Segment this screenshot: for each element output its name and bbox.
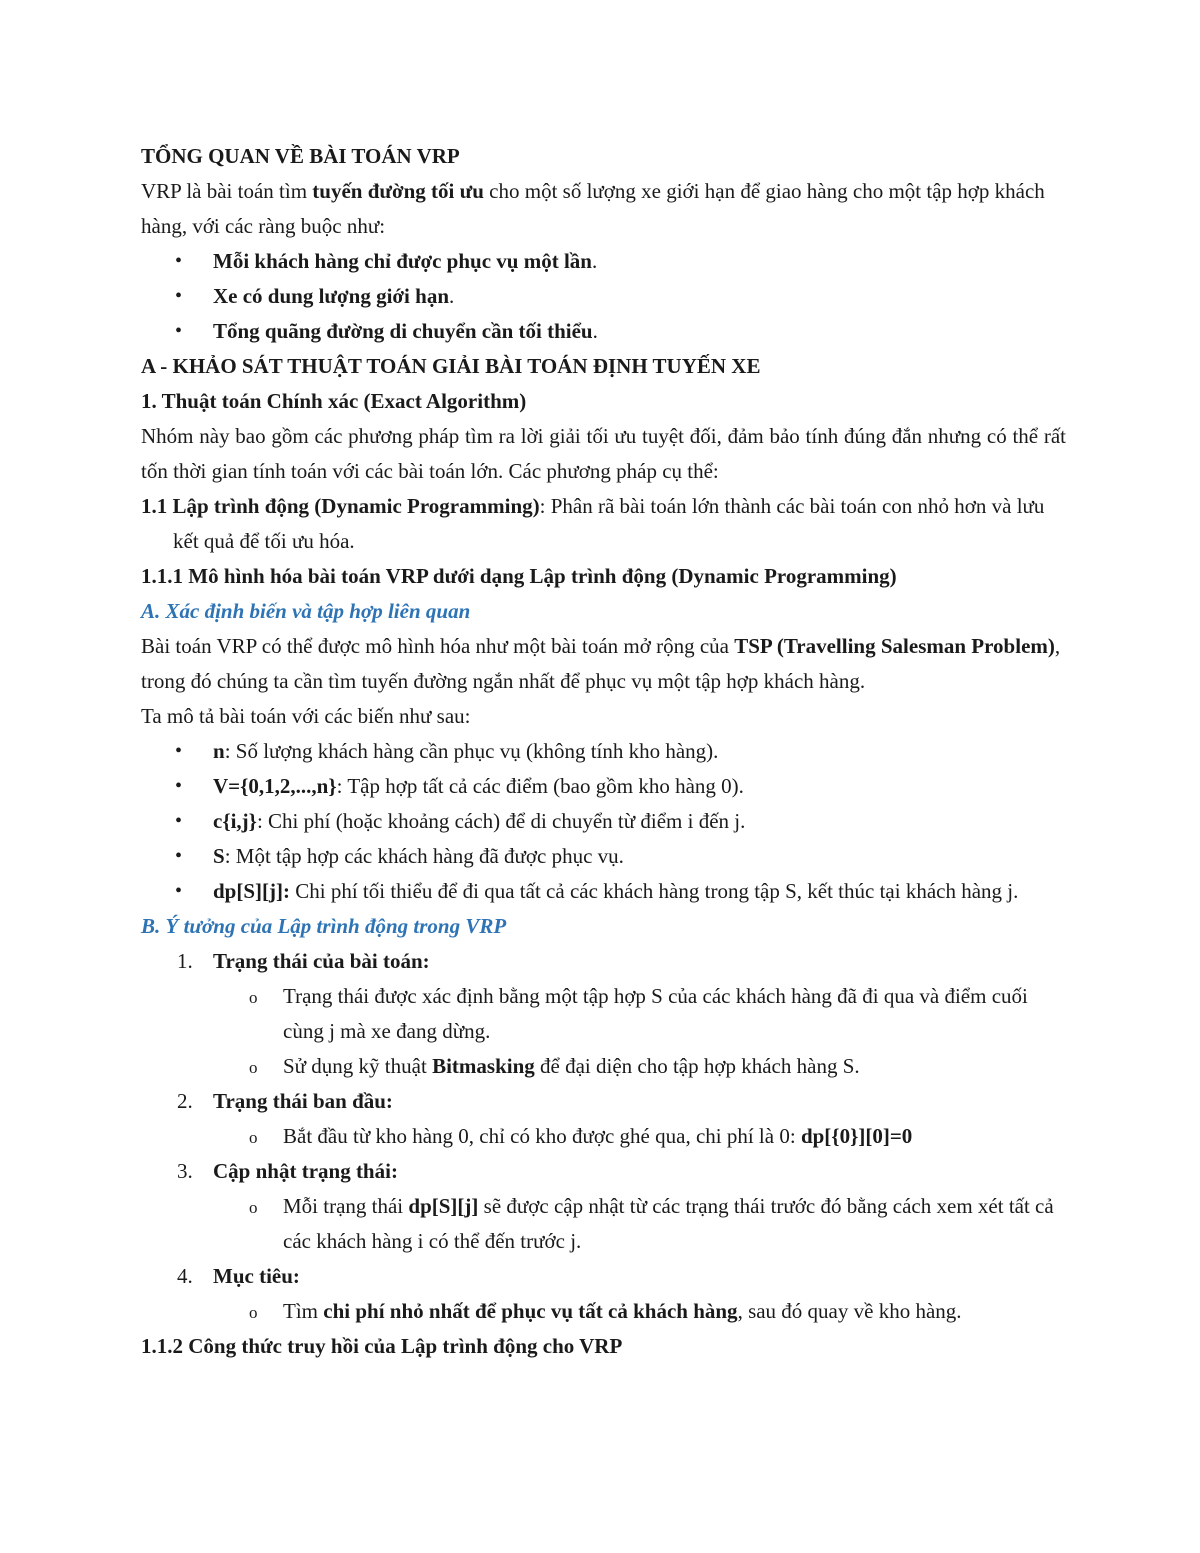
paragraph-2 — [141, 629, 1066, 699]
step-sublist — [213, 1119, 1066, 1154]
heading-1: 1. Thuật toán Chính xác (Exact Algorithm) — [141, 389, 527, 413]
list-item — [213, 874, 1066, 909]
list-item — [213, 244, 1066, 279]
constraint-rest: . — [591, 249, 598, 273]
constraint-rest: . — [592, 319, 598, 343]
sub-text: Tìm — [283, 1299, 324, 1323]
step-title: Mục tiêu: — [213, 1264, 300, 1288]
subheading-a: A. Xác định biến và tập hợp liên quan — [141, 599, 471, 623]
list-item — [283, 979, 1066, 1049]
var-bold: S — [213, 844, 225, 868]
var-rest: : Số lượng khách hàng cần phục vụ (không tính kho hàng). — [224, 739, 719, 763]
section-a-heading: A - KHẢO SÁT THUẬT TOÁN GIẢI BÀI TOÁN ĐỊNH TUYẾN XE — [141, 354, 761, 378]
sub-text: Sử dụng kỹ thuật — [283, 1054, 433, 1078]
constraint-list — [141, 244, 1066, 349]
step-number: 1. — [177, 949, 193, 973]
step-item — [177, 1154, 1066, 1259]
step-title: Trạng thái của bài toán: — [213, 949, 430, 973]
heading-1-1-1: 1.1.1 Mô hình hóa bài toán VRP dưới dạng Lập trình động (Dynamic Programming) — [141, 564, 897, 588]
heading-1-1-bold: 1.1 Lập trình động (Dynamic Programming) — [141, 494, 540, 518]
sub-bold: dp[{0}][0]=0 — [800, 1124, 913, 1148]
sub-text-2: sẽ được cập nhật từ các trạng thái trước đó bằng cách xem xét tất cả các khách hàng i có thể đến trước j. — [283, 1194, 1054, 1253]
intro-text-2: cho một số lượng xe giới hạn để giao hàng cho một tập hợp khách hàng, với các ràng buộc như: — [141, 179, 1045, 238]
step-number: 3. — [177, 1159, 193, 1183]
p2-bold: TSP (Travelling Salesman Problem) — [734, 634, 1055, 658]
var-bold: n — [213, 739, 225, 763]
var-rest: : Một tập hợp các khách hàng đã được phục vụ. — [224, 844, 624, 868]
page-title: TỔNG QUAN VỀ BÀI TOÁN VRP — [141, 144, 460, 168]
var-rest: : Tập hợp tất cả các điểm (bao gồm kho hàng 0). — [336, 774, 744, 798]
list-item — [283, 1294, 1066, 1329]
intro-text-1: VRP là bài toán tìm — [141, 179, 313, 203]
heading-1-1-2: 1.1.2 Công thức truy hồi của Lập trình động cho VRP — [141, 1334, 623, 1358]
heading-1-1-rest: : Phân rã bài toán lớn thành các bài toán con nhỏ hơn và lưu kết quả để tối ưu hóa. — [173, 494, 1045, 553]
p2-text-2: , trong đó chúng ta cần tìm tuyến đường ngắn nhất để phục vụ một tập hợp khách hàng. — [141, 634, 1061, 693]
var-bold: V={0,1,2,...,n} — [213, 774, 337, 798]
paragraph-3: Ta mô tả bài toán với các biến như sau: — [141, 704, 471, 728]
step-title: Cập nhật trạng thái: — [213, 1159, 398, 1183]
sub-bold: chi phí nhỏ nhất để phục vụ tất cả khách hàng — [323, 1299, 738, 1323]
var-bold: dp[S][j]: — [213, 879, 290, 903]
sub-text-2: , sau đó quay về kho hàng. — [737, 1299, 962, 1323]
list-item — [283, 1049, 1066, 1084]
constraint-bold: Xe có dung lượng giới hạn — [213, 284, 449, 308]
heading-1-1 — [141, 489, 1066, 559]
step-number: 4. — [177, 1264, 193, 1288]
list-item — [213, 839, 1066, 874]
intro-paragraph — [141, 174, 1066, 244]
step-sublist — [213, 1294, 1066, 1329]
step-item — [177, 1259, 1066, 1329]
subheading-b: B. Ý tưởng của Lập trình động trong VRP — [141, 914, 507, 938]
sub-text: Mỗi trạng thái — [283, 1194, 409, 1218]
constraint-bold: Tổng quãng đường di chuyển cần tối thiểu — [213, 319, 593, 343]
list-item — [213, 734, 1066, 769]
var-rest: : Chi phí (hoặc khoảng cách) để di chuyển từ điểm i đến j. — [256, 809, 746, 833]
step-item — [177, 1084, 1066, 1154]
intro-bold: tuyến đường tối ưu — [312, 179, 484, 203]
step-title: Trạng thái ban đầu: — [213, 1089, 393, 1113]
sub-text-2: để đại diện cho tập hợp khách hàng S. — [534, 1054, 860, 1078]
var-rest: Chi phí tối thiểu để đi qua tất cả các khách hàng trong tập S, kết thúc tại khách hàng j. — [290, 879, 1019, 903]
var-bold: c{i,j} — [213, 809, 257, 833]
constraint-rest: . — [449, 284, 455, 308]
step-sublist — [213, 979, 1066, 1084]
step-item — [177, 944, 1066, 1084]
steps-list — [141, 944, 1066, 1329]
list-item — [213, 279, 1066, 314]
list-item — [283, 1119, 1066, 1154]
list-item — [213, 769, 1066, 804]
paragraph-1: Nhóm này bao gồm các phương pháp tìm ra lời giải tối ưu tuyệt đối, đảm bảo tính đúng đắn nhưng có thể rất tốn thời gian tính toán với các bài toán lớn. Các phương pháp cụ thể: — [141, 424, 1066, 483]
list-item — [283, 1189, 1066, 1259]
step-number: 2. — [177, 1089, 193, 1113]
p2-text-1: Bài toán VRP có thể được mô hình hóa như một bài toán mở rộng của — [141, 634, 735, 658]
constraint-bold: Mỗi khách hàng chỉ được phục vụ một lần — [213, 249, 592, 273]
list-item — [213, 804, 1066, 839]
sub-text: Trạng thái được xác định bằng một tập hợp S của các khách hàng đã đi qua và điểm cuối cùng j mà xe đang dừng. — [283, 984, 1028, 1043]
document-page — [141, 139, 1066, 1364]
sub-text: Bắt đầu từ kho hàng 0, chỉ có kho được ghé qua, chi phí là 0: — [283, 1124, 801, 1148]
sub-bold: dp[S][j] — [408, 1194, 479, 1218]
list-item — [213, 314, 1066, 349]
variable-list — [141, 734, 1066, 909]
step-sublist — [213, 1189, 1066, 1259]
sub-bold: Bitmasking — [432, 1054, 535, 1078]
